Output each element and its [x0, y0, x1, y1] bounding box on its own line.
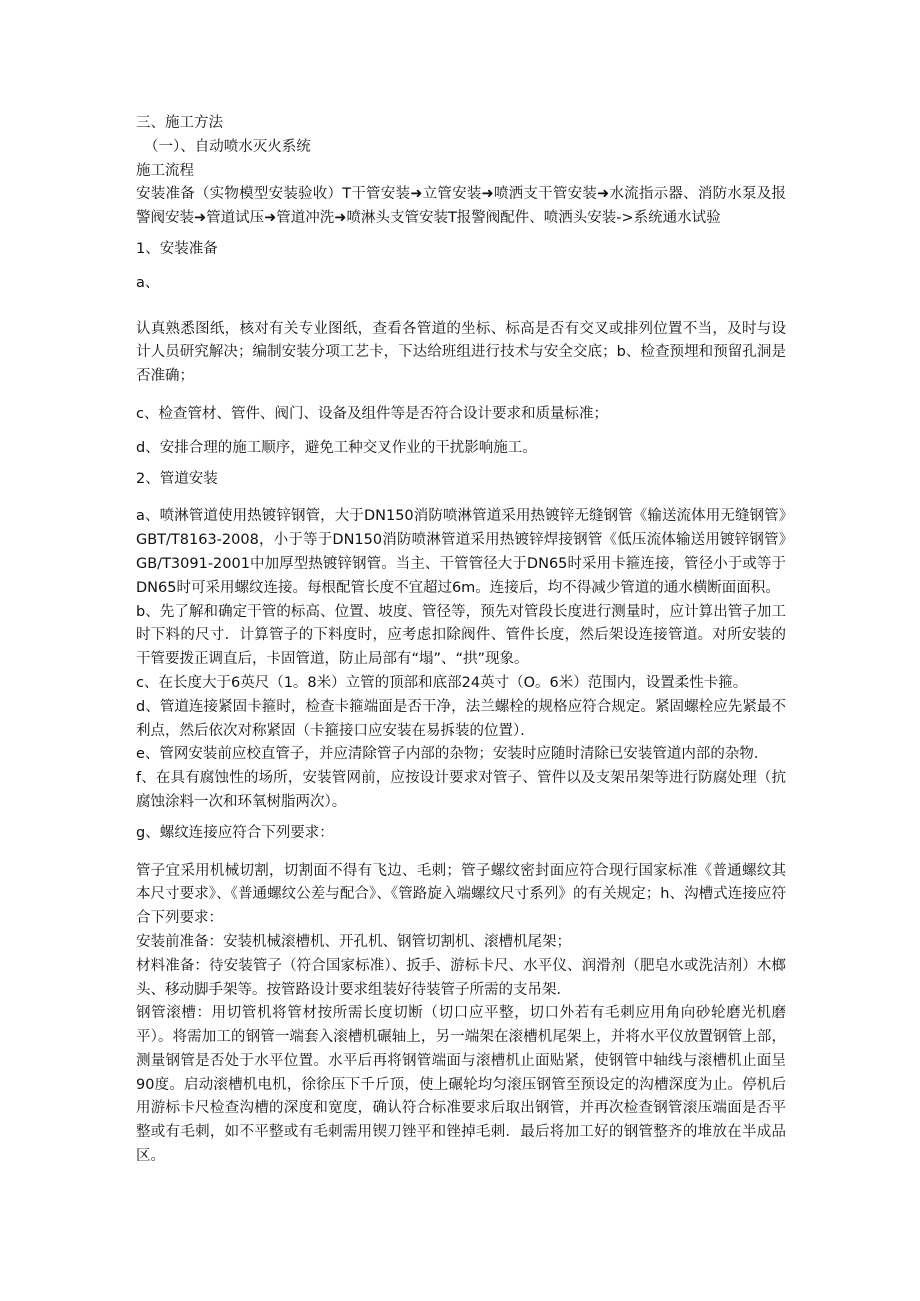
- groove-paragraph: 钢管滚槽：用切管机将管材按所需长度切断（切口应平整，切口外若有毛刺应用角向砂轮磨光机磨平）。将需加工的钢管一端套入滚槽机碾轴上，另一端架在滚槽机尾架上，并将水平仪放置钢管上部，测量钢管是否处于水平位置。水平后再将钢管端面与滚槽机止面贴紧，使钢管中轴线与滚槽机止面呈90度。启动滚槽机电机，徐徐压下千斤顶，使上碾轮均匀滚压钢管至预设定的沟槽深度为止。停机后用游标卡尺检查沟槽的深度和宽度，确认符合标准要求后取出钢管，并再次检查钢管滚压端面是否平整或有毛刺，如不平整或有毛刺需用锲刀锉平和锉掉毛刺．最后将加工好的钢管整齐的堆放在半成品区。: [136, 1005, 786, 1165]
- sec2-g-paragraph: g、螺纹连接应符合下列要求：: [136, 824, 334, 841]
- sec2-e-paragraph: e、管网安装前应校直管子，并应清除管子内部的杂物；安装时应随时清除已安装管道内部的杂物．: [136, 746, 769, 763]
- flow-title: 施工流程: [136, 162, 194, 179]
- sec1-title: 1、安装准备: [136, 240, 218, 257]
- section-heading: 三、施工方法: [136, 115, 223, 131]
- sec1-c-paragraph: c、检查管材、管件、阀门、设备及组件等是否符合设计要求和质量标准；: [136, 405, 608, 422]
- sec2-a-paragraph: a、喷淋管道使用热镀锌钢管，大于DN150消防喷淋管道采用热镀锌无缝钢管《输送流体用无缝钢管》GBT/T8163-2008，小于等于DN150消防喷淋管道采用热镀锌焊接钢管《低压流体输送用镀锌钢管》GB/T3091-2001中加厚型热镀锌钢管。当主、干管管径大于DN65时采用卡箍连接，管径小于或等于DN65时可采用螺纹连接。每根配管长度不宜超过6m。连接后，均不得减少管道的通水横断面面积。: [136, 508, 786, 596]
- sec1-d-paragraph: d、安排合理的施工顺序，避免工种交叉作业的干扰影响施工。: [136, 439, 537, 456]
- material-paragraph: 材料准备：待安装管子（符合国家标准）、扳手、游标卡尺、水平仪、润滑剂（肥皂水或洗洁剂）木榔头、移动脚手架等。按管路设计要求组装好待装管子所需的支吊架．: [136, 957, 786, 998]
- thread-paragraph: 管子宜采用机械切割，切割面不得有飞边、毛刺；管子螺纹密封面应符合现行国家标准《普通螺纹其本尺寸要求》、《普通螺纹公差与配合》、《管路旋入端螺纹尺寸系列》的有关规定；h、沟槽式连接应符合下列要求：: [136, 862, 786, 927]
- sec2-b-paragraph: b、先了解和确定干管的标高、位置、坡度、管径等，预先对管段长度进行测量时，应计算出管子加工时下料的尺寸．计算管子的下料度时，应考虑扣除阀件、管件长度，然后架设连接管道。对所安装的干管要拨正调直后，卡固管道，防止局部有“塌”、“拱”现象。: [136, 603, 786, 668]
- prep-paragraph: 安装前准备：安装机械滚槽机、开孔机、钢管切割机、滚槽机尾架；: [136, 933, 571, 950]
- sec2-d-paragraph: d、管道连接紧固卡箍时，检查卡箍端面是否干净，法兰螺栓的规格应符合规定。紧固螺栓应先紧最不利点，然后依次对称紧固（卡箍接口应安装在易拆装的位置）．: [136, 698, 786, 739]
- sec1-ab-paragraph: 认真熟悉图纸，核对有关专业图纸，查看各管道的坐标、标高是否有交叉或排列位置不当，及时与设计人员研究解决；编制安装分项工艺卡，下达给班组进行技术与安全交底；b、检查预埋和预留孔洞是否准确；: [136, 320, 786, 385]
- document-body: [136, 112, 786, 1169]
- subsection-heading: （一）、自动喷水灭火系统: [144, 138, 311, 155]
- sec2-c-paragraph: c、在长度大于6英尺（1。8米）立管的顶部和底部24英寸（O。6米）范围内，设置柔性卡箍。: [136, 674, 748, 691]
- flow-paragraph: 安装准备（实物模型安装验收）T干管安装➜立管安装➜喷洒支干管安装➜水流指示器、消防水泵及报警阀安装➜管道试压➜管道冲洗➜喷淋头支管安装T报警阀配件、喷洒头安装->系统通水试验: [136, 186, 786, 227]
- sec2-f-paragraph: f、在具有腐蚀性的场所，安装管网前，应按设计要求对管子、管件以及支架吊架等进行防腐处理（抗腐蚀涂料一次和环氧树脂两次）。: [136, 770, 786, 810]
- sec1-a-label: a、: [136, 274, 160, 291]
- sec2-title: 2、管道安装: [136, 470, 218, 487]
